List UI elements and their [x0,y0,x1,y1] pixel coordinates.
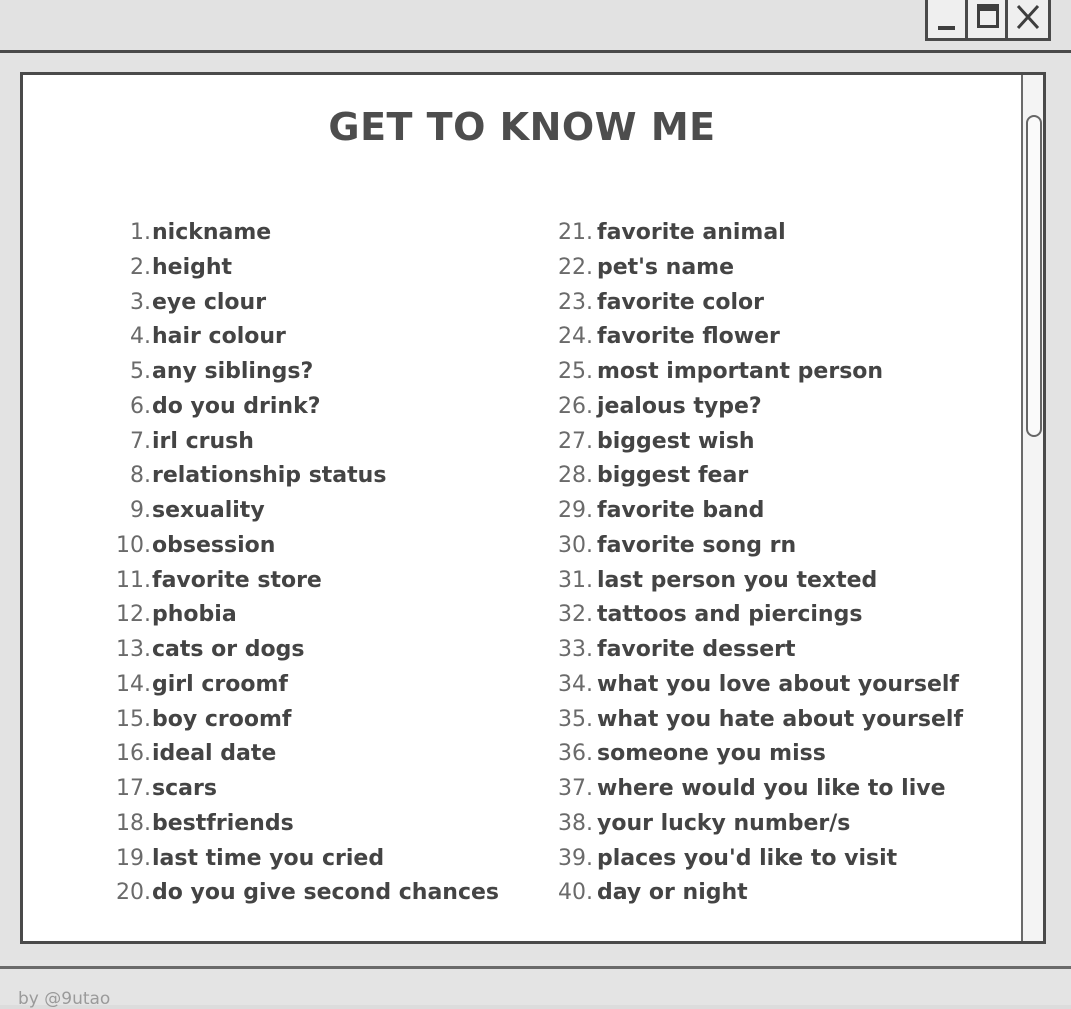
question-number: 23. [558,289,593,315]
question-text: day or night [597,880,748,906]
question-number: 30. [558,532,593,558]
page-title: GET TO KNOW ME [328,105,716,149]
question-text: someone you miss [597,741,826,767]
question-number: 33. [558,637,593,662]
question-item [113,529,499,564]
question-text: pet's name [597,254,735,280]
status-bar [0,966,1071,1009]
question-item [113,772,499,807]
questions-list-left [113,216,499,911]
question-item [553,668,963,703]
question-item [553,737,963,772]
close-icon [1014,0,1042,34]
question-number: 16. [116,741,151,767]
question-number: 32. [558,602,593,628]
question-number: 10. [116,532,151,558]
question-text: any siblings? [152,359,314,384]
question-item [553,355,963,390]
question-text: do you give second chances [152,880,500,906]
question-text: favorite store [152,567,322,593]
question-number: 22. [558,254,593,280]
question-item [553,425,963,460]
question-number: 8. [130,463,151,489]
question-text: nickname [152,220,272,245]
window-controls [925,0,1051,41]
question-text: jealous type? [597,393,762,419]
question-text: biggest fear [597,463,749,489]
question-number: 37. [558,776,593,801]
question-text: biggest wish [597,428,755,454]
question-number: 18. [116,810,151,836]
question-text: favorite flower [597,324,780,350]
question-number: 40. [558,880,593,906]
question-item [113,494,499,529]
question-item [113,668,499,703]
question-text: obsession [152,532,276,558]
question-text: favorite animal [597,220,786,245]
minimize-button[interactable] [928,0,968,38]
question-text: last time you cried [152,845,385,871]
question-number: 6. [130,393,151,419]
question-text: boy croomf [152,706,292,732]
question-text: bestfriends [152,810,294,836]
question-text: favorite band [597,498,765,523]
question-text: last person you texted [597,567,878,593]
maximize-icon [977,4,999,28]
question-text: places you'd like to visit [597,845,898,871]
question-item [113,216,499,251]
question-number: 29. [558,498,593,523]
question-text: favorite song rn [597,532,797,558]
question-item [553,633,963,668]
question-text: most important person [597,359,884,384]
question-number: 20. [116,880,151,906]
question-item [553,842,963,877]
question-item [113,564,499,599]
question-text: sexuality [152,498,265,523]
question-item [553,876,963,911]
question-number: 36. [558,741,593,767]
question-number: 17. [116,776,151,801]
question-text: cats or dogs [152,637,305,662]
scrollbar-thumb[interactable] [1026,115,1042,437]
question-number: 31. [558,567,593,593]
question-text: what you love about yourself [597,671,960,697]
question-number: 2. [130,254,151,280]
question-number: 38. [558,810,593,836]
question-number: 28. [558,463,593,489]
question-number: 7. [130,428,151,454]
question-item [113,633,499,668]
question-number: 1. [130,220,151,245]
question-item [113,876,499,911]
title-bar [0,0,1071,53]
question-text: ideal date [152,741,277,767]
question-item [553,320,963,355]
question-item [113,425,499,460]
question-text: where would you like to live [597,776,946,801]
question-item [553,286,963,321]
question-text: your lucky number/s [597,810,851,836]
question-item [113,703,499,738]
question-number: 35. [558,706,593,732]
content-panel [20,72,1046,944]
question-number: 15. [116,706,151,732]
question-number: 9. [130,498,151,523]
question-text: eye clour [152,289,267,315]
credit-text: by @9utao [18,989,111,1009]
question-number: 24. [558,324,593,350]
question-item [113,737,499,772]
question-text: what you hate about yourself [597,706,964,732]
question-item [553,459,963,494]
question-item [553,390,963,425]
question-item [553,251,963,286]
close-button[interactable] [1008,0,1048,38]
question-item [113,251,499,286]
question-text: phobia [152,602,237,628]
question-text: favorite color [597,289,765,315]
question-number: 12. [116,602,151,628]
question-item [553,772,963,807]
question-text: tattoos and piercings [597,602,863,628]
question-item [553,807,963,842]
question-number: 3. [130,289,151,315]
question-item [553,494,963,529]
question-text: favorite dessert [597,637,796,662]
question-number: 13. [116,637,151,662]
question-item [113,459,499,494]
question-text: relationship status [152,463,387,489]
minimize-icon [938,26,955,30]
questions-list-right [553,216,963,911]
question-item [113,355,499,390]
question-text: scars [152,776,217,801]
question-number: 5. [130,359,151,384]
question-number: 21. [558,220,593,245]
question-item [113,807,499,842]
question-number: 26. [558,393,593,419]
question-item [113,320,499,355]
question-number: 11. [116,567,151,593]
question-item [553,529,963,564]
question-text: girl croomf [152,671,288,697]
question-item [553,598,963,633]
question-number: 4. [130,324,151,350]
question-item [553,703,963,738]
question-item [553,564,963,599]
maximize-button[interactable] [968,0,1008,38]
question-text: do you drink? [152,393,321,419]
question-text: irl crush [152,428,254,454]
question-text: hair colour [152,324,286,350]
question-number: 19. [116,845,151,871]
vertical-scrollbar[interactable] [1021,75,1043,941]
question-number: 27. [558,428,593,454]
question-text: height [152,254,233,280]
question-number: 34. [558,671,593,697]
question-number: 14. [116,671,151,697]
question-item [113,286,499,321]
question-item [113,390,499,425]
question-number: 25. [558,359,593,384]
question-item [113,598,499,633]
question-item [553,216,963,251]
question-number: 39. [558,845,593,871]
question-item [113,842,499,877]
